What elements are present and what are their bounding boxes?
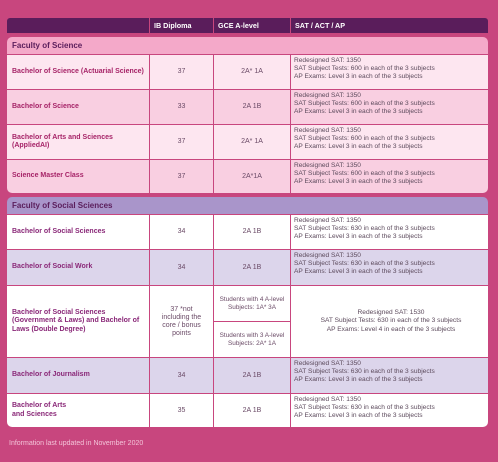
last-updated-note: Information last updated in November 2020 — [9, 440, 144, 447]
sat-requirements: Redesigned SAT: 1350 SAT Subject Tests: 600 in each of the 3 subjects AP Exams: Level 3 in each of the 3 subjects — [290, 160, 488, 193]
program-name: Bachelor of Social Work — [12, 263, 93, 271]
gce-score-three-subjects: Students with 3 A-level Subjects: 2A* 1A — [214, 321, 290, 357]
sat-requirements: Redesigned SAT: 1350 SAT Subject Tests: 630 in each of the 3 subjects AP Exams: Level 3 in each of the 3 subjects — [290, 250, 488, 285]
header-programme — [7, 18, 149, 33]
program-name: Bachelor of Arts and Sciences — [12, 402, 67, 418]
program-name: Bachelor of Science — [12, 102, 79, 110]
sat-requirements: Redesigned SAT: 1350 SAT Subject Tests: 600 in each of the 3 subjects AP Exams: Level 3 in each of the 3 subjects — [290, 55, 488, 89]
gce-score: 2A 1B — [213, 394, 290, 427]
gce-score-split — [213, 286, 290, 357]
gce-score: 2A*1A — [213, 160, 290, 193]
program-name: Bachelor of Arts and Sciences (AppliedAI) — [12, 133, 113, 149]
table-row — [7, 357, 488, 393]
ib-score: 34 — [149, 358, 213, 393]
ib-score: 34 — [149, 215, 213, 249]
table-row — [7, 159, 488, 193]
header-ib: IB Diploma — [149, 18, 213, 33]
sat-requirements: Redesigned SAT: 1350 SAT Subject Tests: 630 in each of the 3 subjects AP Exams: Level 3 in each of the 3 subjects — [290, 215, 488, 249]
ib-score: 37 *not including the core / bonus points — [149, 286, 213, 357]
social-sciences-title: Faculty of Social Sciences — [7, 197, 488, 214]
program-name: Bachelor of Journalism — [12, 371, 90, 379]
gce-score: 2A 1B — [213, 250, 290, 285]
sat-requirements: Redesigned SAT: 1350 SAT Subject Tests: 600 in each of the 3 subjects AP Exams: Level 3 in each of the 3 subjects — [290, 125, 488, 159]
program-name: Bachelor of Social Sciences — [12, 227, 106, 235]
ib-score: 37 — [149, 125, 213, 159]
header-sat: SAT / ACT / AP — [290, 18, 488, 33]
ib-score: 35 — [149, 394, 213, 427]
sat-requirements: Redesigned SAT: 1350 SAT Subject Tests: 630 in each of the 3 subjects AP Exams: Level 3 in each of the 3 subjects — [290, 394, 488, 427]
program-name: Science Master Class — [12, 172, 84, 180]
gce-score: 2A 1B — [213, 358, 290, 393]
sat-requirements: Redesigned SAT: 1530 SAT Subject Tests: 630 in each of the 3 subjects AP Exams: Level 4 in each of the 3 subjects — [290, 286, 488, 357]
admissions-table — [7, 18, 488, 427]
table-header — [7, 18, 488, 33]
program-name: Bachelor of Social Sciences (Government & Laws) and Bachelor of Laws (Double Degree) — [12, 308, 140, 333]
gce-score: 2A* 1A — [213, 125, 290, 159]
ib-score: 37 — [149, 55, 213, 89]
ib-score: 37 — [149, 160, 213, 193]
gce-score: 2A* 1A — [213, 55, 290, 89]
table-row — [7, 214, 488, 249]
ib-score: 33 — [149, 90, 213, 124]
science-section — [7, 37, 488, 193]
gce-score: 2A 1B — [213, 215, 290, 249]
program-name: Bachelor of Science (Actuarial Science) — [12, 67, 144, 75]
sat-requirements: Redesigned SAT: 1350 SAT Subject Tests: 600 in each of the 3 subjects AP Exams: Level 3 in each of the 3 subjects — [290, 90, 488, 124]
science-title: Faculty of Science — [7, 37, 488, 54]
table-row — [7, 124, 488, 159]
social-sciences-section — [7, 197, 488, 427]
gce-score-four-subjects: Students with 4 A-level Subjects: 1A* 3A — [219, 295, 285, 311]
table-row — [7, 89, 488, 124]
sat-requirements: Redesigned SAT: 1350 SAT Subject Tests: 630 in each of the 3 subjects AP Exams: Level 3 in each of the 3 subjects — [290, 358, 488, 393]
ib-score: 34 — [149, 250, 213, 285]
table-row — [7, 54, 488, 89]
header-gce: GCE A-level — [213, 18, 290, 33]
table-row — [7, 393, 488, 427]
table-row — [7, 249, 488, 285]
gce-score: 2A 1B — [213, 90, 290, 124]
table-row — [7, 285, 488, 357]
